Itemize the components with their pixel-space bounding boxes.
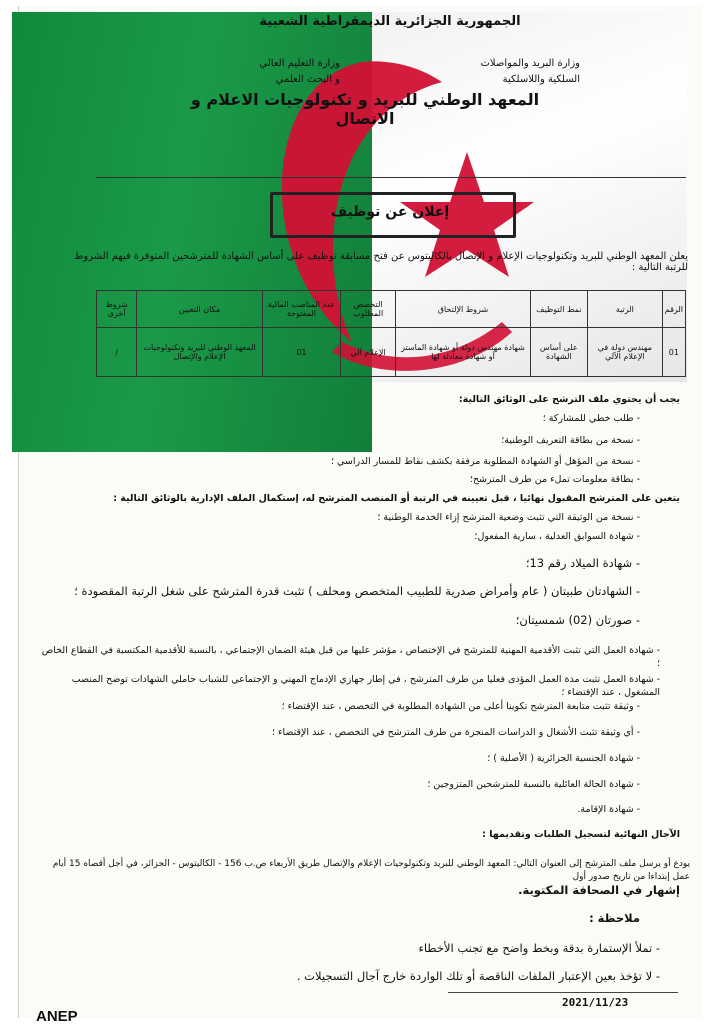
table-cell: على أساس الشهادة (530, 328, 587, 377)
table-cell: شهادة مهندس دولة أو شهادة الماستر أو شهادة معادلة لها (396, 328, 531, 377)
list-item: - شهادة السوابق العدلية ، سارية المفعول؛ (40, 530, 640, 543)
date-divider (448, 992, 678, 993)
institute-name: المعهد الوطني للبريد و تكنولوجيات الاعلام و الاتصال (190, 90, 540, 128)
file-intro: يجب أن يحتوي ملف الترشح على الوثائق التالية: (458, 394, 680, 405)
table-cell: 01 (262, 328, 340, 377)
table-header-cell: نمط التوظيف (530, 291, 587, 328)
list-item: - شهادة الميلاد رقم 13؛ (40, 557, 640, 570)
table-header-cell: مكان التعيين (137, 291, 262, 328)
republic-heading: الجمهورية الجزائرية الديمقراطية الشعبية (259, 14, 521, 29)
header-divider (96, 177, 686, 178)
positions-table (96, 290, 686, 377)
table-header-cell: شروط الإلتحاق (396, 291, 531, 328)
table-header-cell: عدد المناصب المالية المفتوحة (262, 291, 340, 328)
ministry-edu-line-2: و البحث العلمي (275, 74, 340, 85)
table-header-row (97, 291, 686, 328)
list-item: - شهادة الإقامة. (40, 803, 640, 816)
list-item: - طلب خطي للمشاركة ؛ (40, 412, 640, 425)
list-item: - نسخة من الوثيقة التي تثبت وضعية المترشح إزاء الخدمة الوطنية ؛ (40, 511, 640, 524)
list-item: - شهادة العمل التي تثبت الأقدمية المهنية للمترشح في الإختصاص ، مؤشر عليها من قبل هيئة الضمان الإجتماعي ، بالنسبة للأقدمية المكتسبة في القطاع الخاص ؛ (40, 644, 660, 670)
list-item: - نسخة من بطاقة التعريف الوطنية؛ (40, 434, 640, 447)
ministry-edu-line-1: وزارة التعليم العالي (259, 58, 340, 69)
table-header-cell: الرتبة (587, 291, 662, 328)
note-item: - تملأ الإستمارة بدقة وبخط واضح مع تجنب الأخطاء (40, 942, 660, 955)
ministry-higher-education (230, 56, 340, 88)
announcement-title: إعلان عن توظيف (330, 204, 450, 220)
table-row (97, 328, 686, 377)
table-header-cell: شروط أخرى (97, 291, 137, 328)
table-cell: الإعلام آلي (341, 328, 396, 377)
ministry-post-line-2: السلكية واللاسلكية (502, 74, 580, 85)
publication-date: 2021/11/23 (562, 996, 629, 1009)
list-item: - الشهادتان طبيتان ( عام وأمراض صدرية للطبيب المتخصص ومحلف ) تثبت قدرة المترشح على شغل الرتبة المقصودة ؛ (40, 585, 640, 598)
note-title: ملاحظة : (589, 911, 640, 925)
deadline-title: الآجال النهائية لتسجيل الطلبات وتقديمها : (482, 829, 680, 840)
intro-paragraph: يعلن المعهد الوطني للبريد وتكنولوجيات الإعلام و الإتصال بالكاليتوس عن فتح مسابقة توظيف على أساس الشهادة للمترشحين المتوفرة فيهم الشروط للرتبة التالية : (74, 251, 688, 273)
note-item: - لا تؤخذ بعين الإعتبار الملفات الناقصة أو تلك الواردة خارج آجال التسجيلات . (40, 970, 660, 983)
ministry-post-line-1: وزارة البريد والمواصلات (480, 58, 580, 69)
table-cell: 01 (662, 328, 685, 377)
list-item: - شهادة الجنسية الجزائرية ( الأصلية ) ؛ (40, 752, 640, 765)
table-cell: المعهد الوطني للبريد وتكنولوجيات الإعلام والإتصال (137, 328, 262, 377)
table-header-cell: الرقم (662, 291, 685, 328)
list-item: - وثيقة تثبت متابعة المترشح تكوينا أعلى من الشهادة المطلوبة في التخصص ، عند الإقتضاء ؛ (40, 700, 640, 713)
list-item: - صورتان (02) شمسيتان؛ (40, 614, 640, 627)
list-item: - شهادة الحالة العائلية بالنسبة للمترشحين المتزوجين ؛ (40, 778, 640, 791)
table-cell: / (97, 328, 137, 377)
ministry-post (430, 56, 580, 88)
table-header-cell: التخصص المطلوب (341, 291, 396, 328)
table-cell: مهندس دولة في الإعلام الآلي (587, 328, 662, 377)
anep-logo-text: ANEP (36, 1008, 78, 1025)
deadline-text: يودع أو يرسل ملف المترشح إلى العنوان التالي: المعهد الوطني للبريد وتكنولوجيات الإعلام والإتصال طريق الأربعاء ص.ب 156 - الكاليتوس - الجزائر، في أجل أقصاه 15 أيام عمل إبتداءا من تاريخ صدور أول (52, 859, 690, 882)
list-item: - شهادة العمل تثبت مدة العمل المؤدى فعليا من طرف المترشح ، في إطار جهازي الإدماج المهني و الإجتماعي للشباب حاملي الشهادات توضح المنصب المشغول ، عند الإقتضاء ؛ (40, 673, 660, 699)
publication-line: إشهار في الصحافة المكتوبة. (518, 883, 680, 897)
list-item: - أي وثيقة تثبت الأشغال و الدراسات المنجزة من طرف المترشح في التخصص ، عند الإقتضاء ؛ (40, 726, 640, 739)
list-item: - نسخة من المؤهل أو الشهادة المطلوبة مرفقة بكشف نقاط للمسار الدراسي ؛ (40, 455, 640, 468)
list-item: - بطاقة معلومات تملء من طرف المترشح؛ (40, 473, 640, 486)
admin-intro: يتعين على المترشح المقبول نهائيا ، قبل تعيينه في الرتبة أو المنصب المترشح له، إستكمال الملف الإدارية بالوثائق التالية : (113, 493, 680, 504)
